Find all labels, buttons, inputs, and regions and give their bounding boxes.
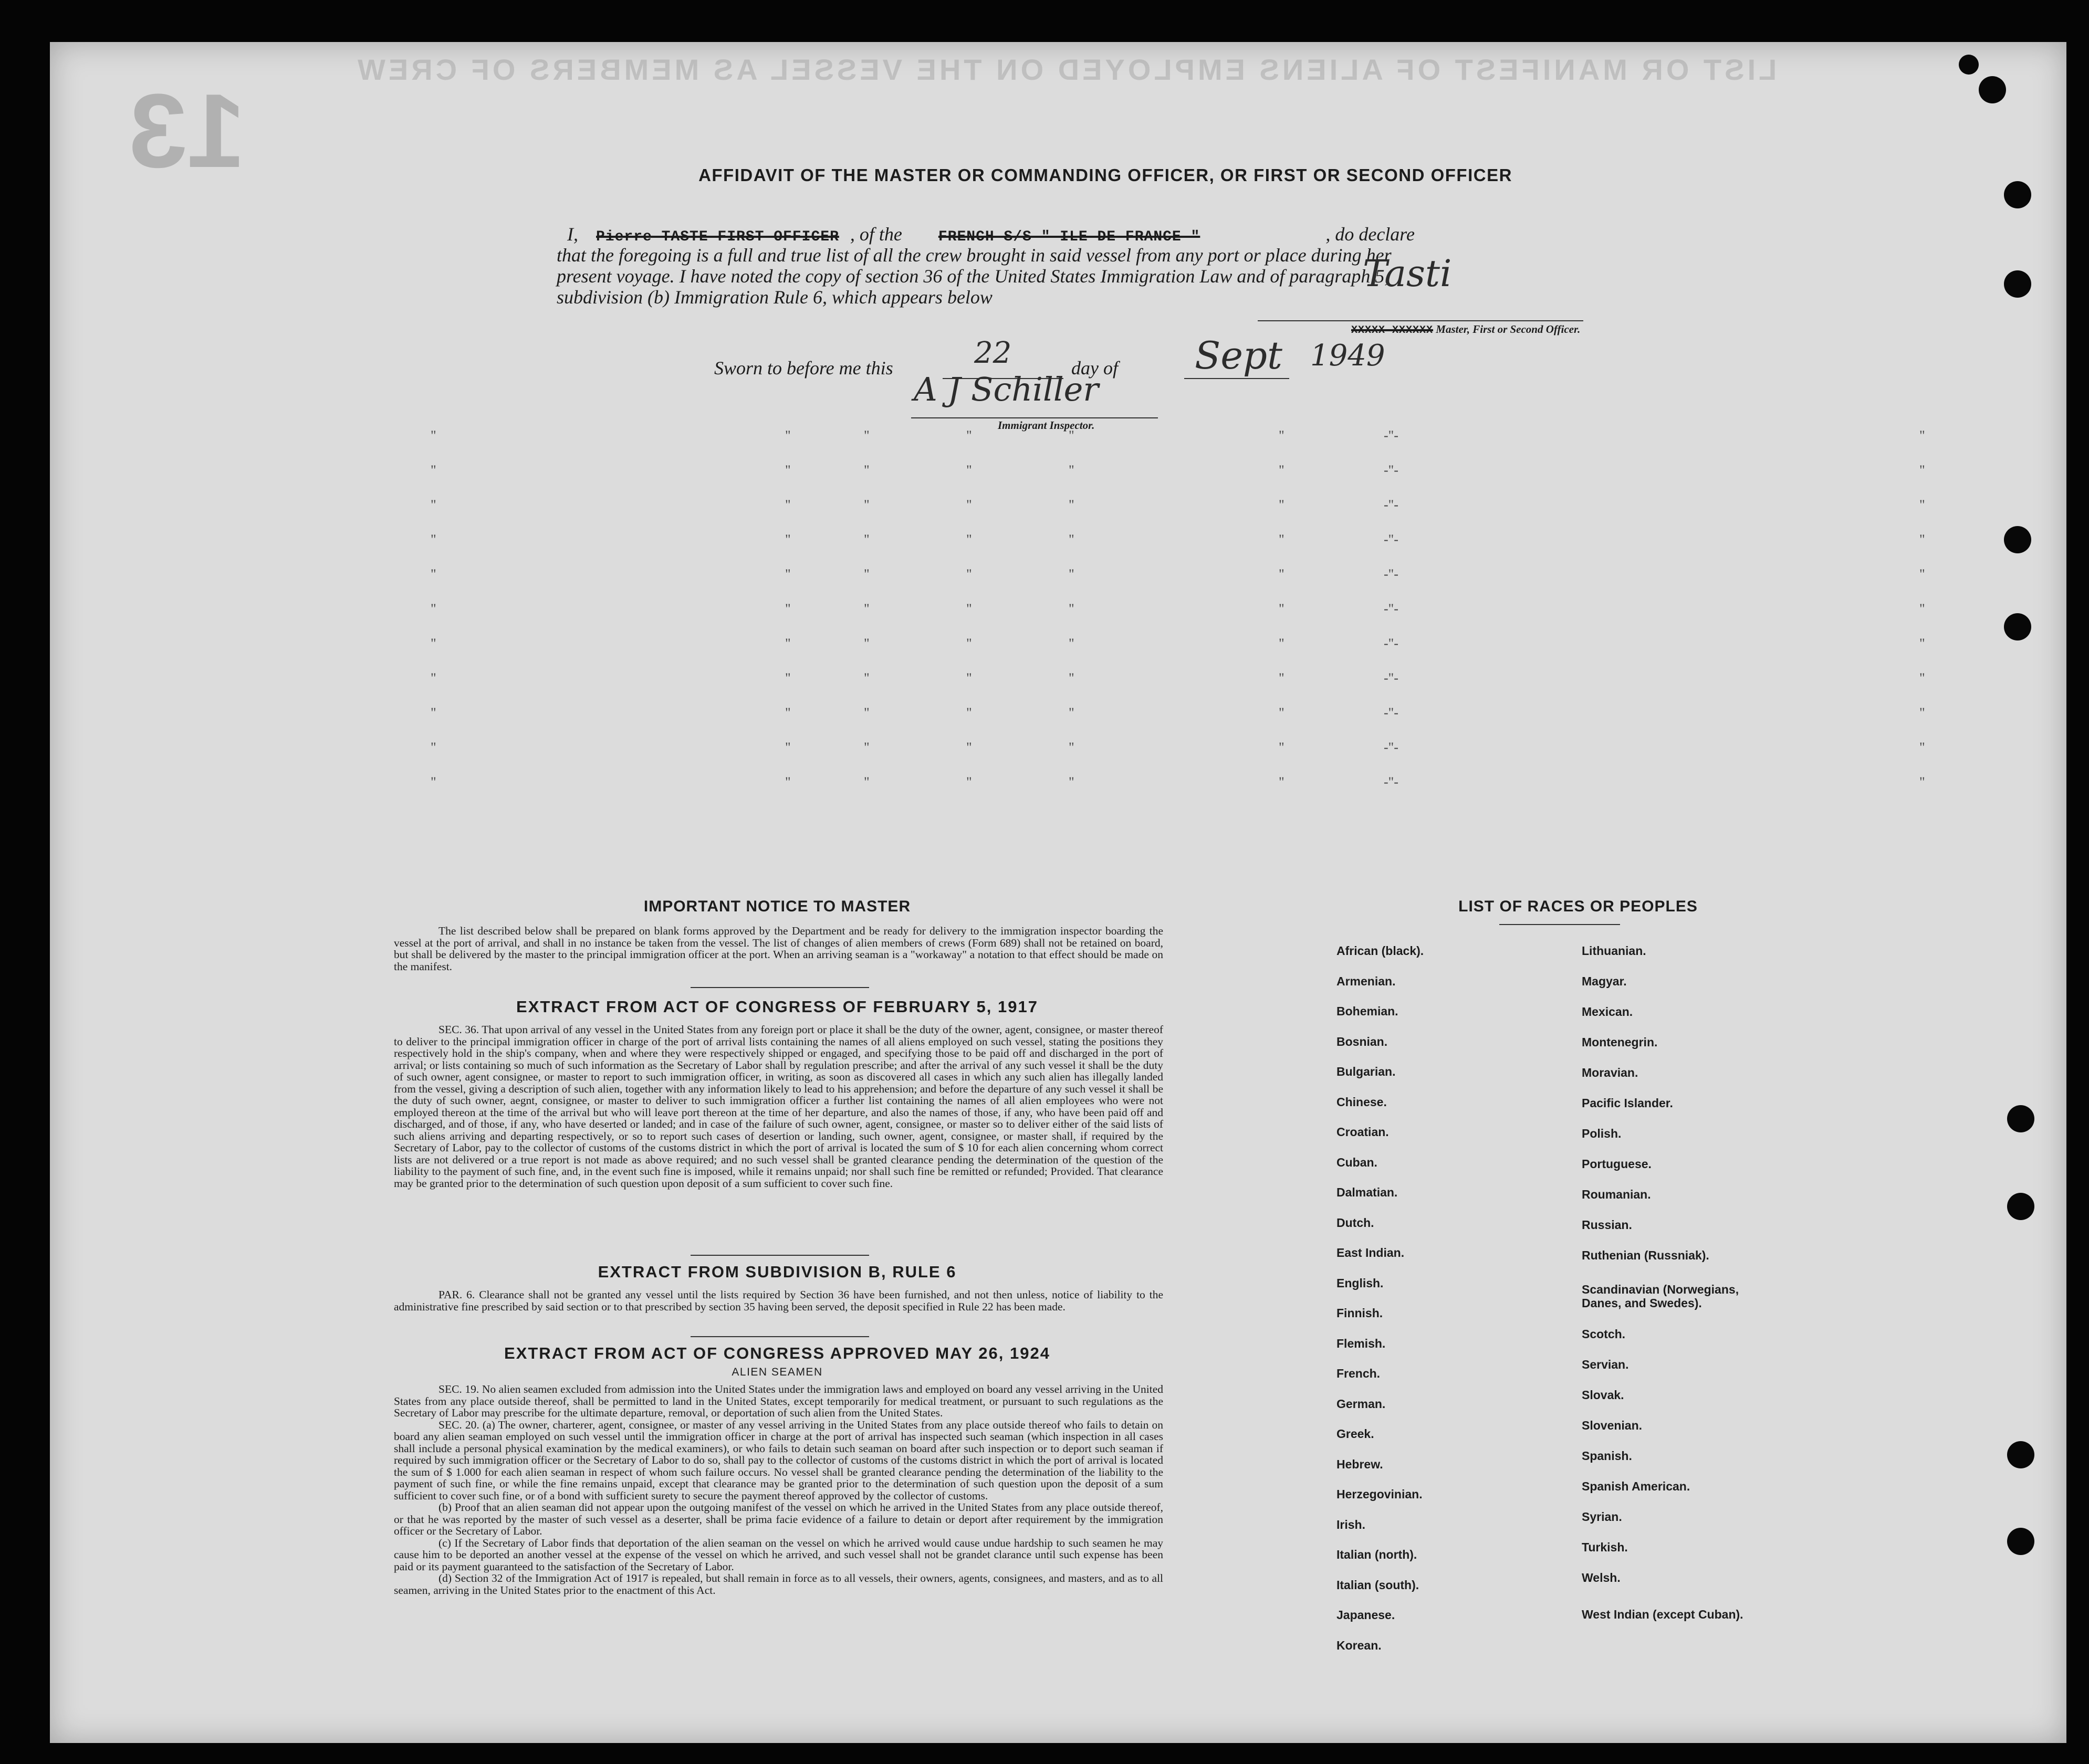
ditto-mark: "	[1069, 463, 1074, 478]
race-item: African (black).	[1336, 944, 1424, 958]
affidavit-line-2: that the foregoing is a full and true list of all the crew brought in said vessel from any port or place during her	[557, 245, 1392, 266]
race-item: Bulgarian.	[1336, 1065, 1396, 1078]
ditto-mark: "	[785, 670, 791, 686]
ditto-mark: "	[864, 774, 870, 790]
affidavit-line-3: present voyage. I have noted the copy of section 36 of the United States Immigration Law and of paragraph 5,	[557, 266, 1390, 287]
ditto-mark: "	[864, 670, 870, 686]
sworn-mid: day of	[1071, 358, 1118, 379]
sworn-day: 22	[974, 336, 1012, 370]
extract-1924-paragraph: (d) Section 32 of the Immigration Act of 1917 is repealed, but shall remain in force as to all vessels, their owners, agents, consignees, and masters, and as to all seamen, arriving in the United States prior to the enactment of this Act.	[394, 1572, 1163, 1597]
extract-1917-rule	[691, 1255, 869, 1256]
ditto-mark: "	[1069, 428, 1074, 443]
race-item: Russian.	[1582, 1218, 1632, 1232]
vessel-name: FRENCH S/S " ILE DE FRANCE "	[938, 229, 1200, 245]
race-item: Korean.	[1336, 1638, 1382, 1652]
race-item: Spanish American.	[1582, 1479, 1690, 1493]
ditto-mark: "	[431, 463, 436, 478]
inspector-signature-line	[911, 417, 1158, 418]
ditto-mark: "	[1919, 601, 1925, 616]
race-item: Pacific Islander.	[1582, 1096, 1673, 1110]
binder-hole	[2007, 1105, 2034, 1132]
rule-6-text	[394, 1289, 1163, 1312]
ditto-mark: "	[1919, 740, 1925, 755]
race-item: Montenegrin.	[1582, 1035, 1658, 1049]
race-item: Spanish.	[1582, 1449, 1632, 1463]
inspector-caption: Immigrant Inspector.	[998, 419, 1095, 432]
ditto-mark: "	[431, 705, 436, 720]
race-item: Scotch.	[1582, 1327, 1626, 1341]
ditto-mark: "	[1279, 566, 1284, 582]
notice-rule	[691, 987, 869, 988]
ditto-mark: "	[864, 428, 870, 443]
extract-1917-text	[394, 1024, 1163, 1189]
ditto-mark: "	[1069, 705, 1074, 720]
ditto-mark: "	[966, 497, 972, 512]
affidavit-line-1	[567, 223, 1415, 245]
ditto-mark: "	[1279, 601, 1284, 616]
ditto-mark: "	[785, 463, 791, 478]
officer-caption-text: Master, First or Second Officer.	[1436, 323, 1581, 335]
ditto-mark: "	[966, 774, 972, 790]
ditto-mark: "	[1069, 636, 1074, 651]
ditto-mark: "	[431, 740, 436, 755]
race-item: English.	[1336, 1276, 1384, 1290]
race-item: Turkish.	[1582, 1540, 1628, 1554]
ditto-mark: "	[1919, 428, 1925, 443]
ditto-mark: "	[864, 705, 870, 720]
ditto-mark: "	[864, 636, 870, 651]
binder-hole	[1959, 55, 1979, 75]
race-item: German.	[1336, 1396, 1386, 1411]
ditto-mark: -"-	[1384, 566, 1398, 582]
ditto-mark: "	[785, 532, 791, 547]
ditto-mark: "	[431, 601, 436, 616]
ditto-mark: "	[1279, 670, 1284, 686]
race-item: Slovenian.	[1582, 1419, 1643, 1432]
extract-1924-paragraph: SEC. 20. (a) The owner, charterer, agent, consignee, or master of any vessel arriving in the United States from any place outside thereof who fails to detain on board any alien seaman employed on such vessel until the immigration officer in charge at the port of arrival has inspected such seaman (which inspection in all cases shall include a personal physical examination by the medical examiners), or who fails to detain such seaman on board after such inspection or to deport such seaman if required by such immigration officer or the Secretary of Labor to do so, shall pay to the collector of customs of the customs district in which the port of arrival is located the sum of $ 1.000 for each alien seaman in respect of whom such failure occurs. No vessel shall be granted clearance pending the determination of the liability to the payment of such fine, or while the fine remains unpaid, except that clearance may be granted prior to the determination of such question upon the deposit of a sum sufficient to cover such fine, or of a bond with sufficient surety to secure the payment thereof approved by the collector of customs.	[394, 1418, 1163, 1502]
extract-1924-paragraph: (b) Proof that an alien seaman did not appear upon the outgoing manifest of the vessel on which he arrived in the United States from any place outside thereof, or that he was reported by the master of such vessel as a deserter, shall be prima facie evidence of a failure to detain or deport after requirement by the immigration officer or the Secretary of Labor.	[394, 1501, 1163, 1537]
ditto-mark: "	[785, 636, 791, 651]
binder-hole	[2004, 613, 2031, 640]
ditto-mark: "	[1069, 740, 1074, 755]
ditto-mark: "	[1919, 636, 1925, 651]
ditto-mark: "	[864, 497, 870, 512]
master-signature: Tasti	[1363, 252, 1452, 295]
ditto-mark: -"-	[1384, 774, 1398, 790]
binder-hole	[2004, 181, 2031, 208]
ditto-mark: -"-	[1384, 497, 1398, 512]
race-item: Cuban.	[1336, 1155, 1377, 1169]
sworn-month-line	[1184, 378, 1289, 379]
ditto-mark: "	[864, 740, 870, 755]
ditto-mark: "	[1919, 566, 1925, 582]
race-item: Mexican.	[1582, 1005, 1633, 1018]
notice-text	[394, 925, 1163, 972]
officer-caption-struck: XXXXX XXXXXX	[1351, 324, 1434, 337]
binder-hole	[2004, 526, 2031, 553]
manifest-page	[50, 42, 2066, 1743]
binder-hole	[2007, 1441, 2034, 1468]
ditto-mark: "	[966, 636, 972, 651]
ditto-mark: "	[1069, 566, 1074, 582]
ditto-mark: "	[1069, 601, 1074, 616]
race-item: Bosnian.	[1336, 1034, 1388, 1048]
ditto-mark: "	[1919, 670, 1925, 686]
race-item: Greek.	[1336, 1427, 1374, 1441]
race-item: West Indian (except Cuban).	[1582, 1608, 1743, 1621]
race-item: Dutch.	[1336, 1215, 1374, 1230]
inspector-signature: A J Schiller	[914, 370, 1099, 408]
ditto-mark: "	[1919, 532, 1925, 547]
ditto-mark: "	[864, 566, 870, 582]
race-item: East Indian.	[1336, 1246, 1405, 1259]
declaration-end: , do declare	[1325, 224, 1415, 245]
race-item: Portuguese.	[1582, 1157, 1652, 1171]
ditto-mark: "	[431, 428, 436, 443]
ditto-mark: "	[785, 566, 791, 582]
ditto-mark: "	[966, 670, 972, 686]
race-item: Lithuanian.	[1582, 944, 1646, 958]
ditto-mark: "	[431, 636, 436, 651]
race-item: Flemish.	[1336, 1336, 1386, 1350]
ditto-mark: "	[1279, 463, 1284, 478]
sworn-prefix: Sworn to before me this	[714, 358, 893, 379]
ditto-mark: "	[1919, 497, 1925, 512]
races-title: LIST OF RACES OR PEOPLES	[1458, 898, 1698, 915]
declaration-mid: , of the	[850, 224, 902, 245]
bleed-through-heading: LIST OR MANIFEST OF ALIENS EMPLOYED ON THE VESSEL AS MEMBERS OF CREW	[354, 53, 1777, 86]
ditto-mark: "	[1919, 463, 1925, 478]
race-item: Polish.	[1582, 1127, 1622, 1140]
ditto-mark: "	[785, 740, 791, 755]
race-item: Syrian.	[1582, 1510, 1622, 1524]
ditto-mark: -"-	[1384, 636, 1398, 651]
notice-paragraph: The list described below shall be prepared on blank forms approved by the Department and be ready for delivery to the immigration inspector boarding the vessel at the port of arrival, and shall in no instance be taken from the vessel. The list of changes of alien members of crews (Form 689) shall not be retained on board, but shall be delivered by the master to the principal immigration officer at the port. When an arriving seaman is a "workaway" a notation to that effect should be made on the manifest.	[394, 925, 1163, 973]
extract-1924-paragraph: (c) If the Secretary of Labor finds that deportation of the alien seaman on the vessel on which he arrived would cause undue hardship to such seamen he may cause him to be deported an another vessel at the expense of the vessel on which he arrived, and such vessel shall not be grandet clarance until such expense has been paid or its payment guaranteed to the satisfaction of the Secretary of Labor.	[394, 1536, 1163, 1573]
officer-caption	[1351, 323, 1580, 337]
sworn-year: 1949	[1310, 339, 1385, 373]
ditto-mark: "	[431, 532, 436, 547]
race-item: Italian (north).	[1336, 1548, 1417, 1561]
race-item: Croatian.	[1336, 1125, 1389, 1139]
ditto-mark: "	[864, 601, 870, 616]
extract-1924-title: EXTRACT FROM ACT OF CONGRESS APPROVED MAY 26, 1924	[504, 1344, 1050, 1362]
rule-6-title: EXTRACT FROM SUBDIVISION B, RULE 6	[598, 1263, 957, 1281]
rule-6-rule	[691, 1336, 869, 1337]
bleed-through-page-number: 13	[129, 72, 246, 190]
extract-1917-title: EXTRACT FROM ACT OF CONGRESS OF FEBRUARY 5, 1917	[516, 998, 1038, 1016]
binder-hole	[2007, 1193, 2034, 1220]
ditto-mark: "	[431, 774, 436, 790]
rule-6-paragraph: PAR. 6. Clearance shall not be granted any vessel until the lists required by Section 36 have been furnished, and not then unless, notice of liability to the administrative fine prescribed by said section or to that prescribed by section 35 having been served, the deposit specified in Rule 22 has been made.	[394, 1288, 1163, 1313]
races-rule	[1499, 924, 1620, 925]
ditto-mark: "	[1279, 636, 1284, 651]
binder-hole	[2004, 270, 2031, 298]
race-item: Ruthenian (Russniak).	[1582, 1248, 1709, 1262]
race-item: Japanese.	[1336, 1608, 1395, 1622]
ditto-mark: "	[1069, 670, 1074, 686]
ditto-mark: "	[431, 566, 436, 582]
extract-1924-paragraph: SEC. 19. No alien seamen excluded from admission into the United States under the immigration laws and employed on board any vessel arriving in the United States from any place outside thereof, shall be permitted to land in the United States, except temporarily for medical treatment, or pursuant to such regulations as the Secretary of Labor may prescribe for the ultimate departure, removal, or deportation of such alien from the United States.	[394, 1383, 1163, 1419]
ditto-mark: "	[1069, 497, 1074, 512]
ditto-mark: -"-	[1384, 705, 1398, 720]
ditto-mark: "	[1279, 532, 1284, 547]
ditto-mark: "	[785, 601, 791, 616]
race-item: Scandinavian (Norwegians, Danes, and Swedes).	[1582, 1283, 1739, 1310]
affidavit-title: AFFIDAVIT OF THE MASTER OR COMMANDING OFFICER, OR FIRST OR SECOND OFFICER	[698, 165, 1512, 185]
race-item: Finnish.	[1336, 1306, 1383, 1320]
race-item: Magyar.	[1582, 974, 1627, 988]
alien-seamen-subtitle: ALIEN SEAMEN	[732, 1366, 823, 1378]
ditto-mark: -"-	[1384, 532, 1398, 547]
ditto-mark: -"-	[1384, 463, 1398, 478]
extract-1924-text	[394, 1383, 1163, 1596]
ditto-mark: -"-	[1384, 670, 1398, 686]
race-item: Chinese.	[1336, 1095, 1387, 1109]
ditto-mark: "	[1279, 497, 1284, 512]
race-item: Slovak.	[1582, 1388, 1624, 1402]
ditto-mark: "	[1069, 532, 1074, 547]
ditto-mark: "	[966, 532, 972, 547]
ditto-mark: -"-	[1384, 428, 1398, 443]
ditto-mark: "	[966, 740, 972, 755]
race-item: Roumanian.	[1582, 1188, 1651, 1201]
binder-hole	[1979, 76, 2006, 103]
ditto-mark: "	[966, 566, 972, 582]
ditto-mark: "	[966, 463, 972, 478]
race-item: Moravian.	[1582, 1066, 1638, 1079]
master-signature-line	[1258, 320, 1583, 321]
notice-title: IMPORTANT NOTICE TO MASTER	[643, 898, 911, 915]
ditto-mark: -"-	[1384, 740, 1398, 755]
race-item: Bohemian.	[1336, 1004, 1398, 1018]
race-item: Dalmatian.	[1336, 1185, 1398, 1199]
declaration-start: I,	[567, 224, 578, 245]
race-item: Armenian.	[1336, 974, 1396, 988]
ditto-mark: "	[864, 463, 870, 478]
ditto-mark: "	[966, 601, 972, 616]
sworn-month: Sept	[1195, 333, 1282, 377]
declarant-name: Pierre TASTE FIRST OFFICER	[596, 229, 839, 245]
ditto-mark: "	[431, 497, 436, 512]
ditto-mark: "	[864, 532, 870, 547]
ditto-mark: "	[785, 705, 791, 720]
ditto-mark: "	[1279, 740, 1284, 755]
extract-1917-paragraph: SEC. 36. That upon arrival of any vessel in the United States from any foreign port or place it shall be the duty of the owner, agent, consignee, or master thereof to deliver to the principal immigration officer in charge of the port of arrival lists containing the names of all aliens employed on such vessel, stating the positions they respectively hold in the ship's company, when and where they were respectively shipped or engaged, and specifying those to be paid off and discharged in the port of arrival; or lists containing so much of such information as the Secretary of Labor shall by regulation prescribe; and after the arrival of any such vessel it shall be the duty of such owner, agent consignee, or master to report to such immigration officer, in writing, as soon as discovered all cases in which any such alien has illegally landed from the vessel, giving a description of such alien, together with any information likely to lead to his apprehension; and before the departure of any such vessel it shall be the duty of such owner, aegnt, consignee, or master to deliver to such immigration officer a further list containing the names of all alien employees who were not employed thereon at the time of the arrival but who will leave port thereon at the time of her departure, and also the names of those, if any, who have been paid off and discharged, and of those, if any, who have deserted or landed; and in case of the failure of such owner, agent, consignee, or master so to deliver either of the said lists of such aliens arriving and departing respectively, or so to report such cases of desertion or landing, such owner, agent, consignee, or master shall, if required by the Secretary of Labor, pay to the collector of customs of the customs district in which the port of arrival is located the sum of $ 10 for each alien concerning whom correct lists are not delivered or a true report is not made as above required; and no such vessel shall be granted clearance pending the determination of the question of the liability to the payment of such fine, and, in the event such fine is imposed, while it remains unpaid; nor shall such fine be remitted or refunded; Provided. That clearance may be granted prior to the determination of such question upon deposit of a sum sufficient to cover such fine.	[394, 1023, 1163, 1190]
race-item: Herzegovinian.	[1336, 1487, 1423, 1501]
race-item: Welsh.	[1582, 1571, 1621, 1584]
ditto-mark: "	[431, 670, 436, 686]
ditto-mark: "	[785, 497, 791, 512]
race-item: French.	[1336, 1367, 1381, 1380]
race-item: Italian (south).	[1336, 1578, 1419, 1592]
race-item: Hebrew.	[1336, 1457, 1383, 1471]
race-item: Servian.	[1582, 1358, 1629, 1371]
ditto-mark: "	[1919, 705, 1925, 720]
ditto-mark: "	[1279, 428, 1284, 443]
ditto-mark: "	[1279, 774, 1284, 790]
ditto-mark: "	[966, 705, 972, 720]
ditto-mark: "	[1279, 705, 1284, 720]
ditto-mark: "	[1069, 774, 1074, 790]
ditto-mark: -"-	[1384, 601, 1398, 616]
ditto-mark: "	[785, 428, 791, 443]
ditto-mark: "	[785, 774, 791, 790]
binder-hole	[2007, 1528, 2034, 1555]
affidavit-line-4: subdivision (b) Immigration Rule 6, which appears below	[557, 287, 993, 308]
ditto-mark: "	[966, 428, 972, 443]
ditto-mark: "	[1919, 774, 1925, 790]
race-item: Irish.	[1336, 1517, 1365, 1531]
